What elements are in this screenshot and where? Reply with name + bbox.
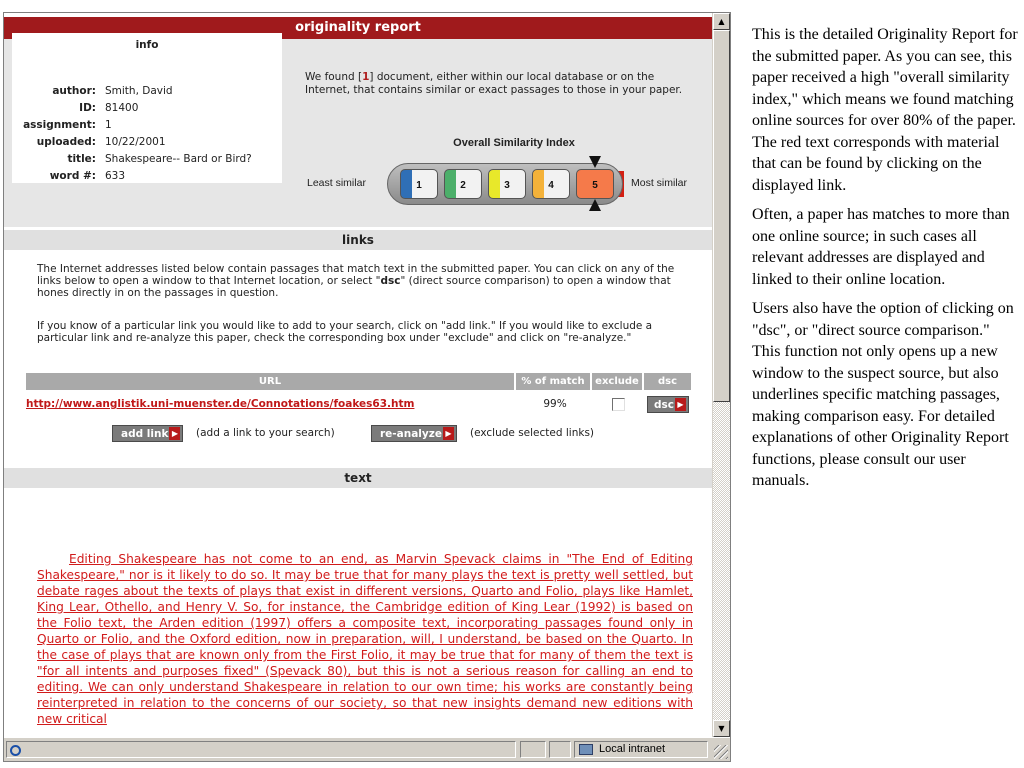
dsc-button[interactable] — [647, 396, 689, 413]
found-pre: We found [ — [305, 71, 363, 83]
col-header-exclude: exclude — [592, 373, 642, 390]
triangle-up-icon: ▲ — [718, 17, 725, 26]
col-header-match: % of match — [516, 373, 590, 390]
status-bar — [4, 737, 730, 761]
info-row-id — [4, 102, 704, 119]
play-arrow-icon: ▶ — [169, 427, 180, 440]
links-instructions-dsc: dsc — [380, 275, 401, 287]
text-heading: text — [4, 468, 712, 488]
report-viewport — [4, 13, 712, 737]
reanalyze-button[interactable] — [371, 425, 457, 442]
add-link-button[interactable] — [112, 425, 183, 442]
info-value: 81400 — [105, 102, 139, 114]
reanalyze-note: (exclude selected links) — [470, 427, 595, 439]
info-value: 633 — [105, 170, 126, 182]
submitted-text[interactable] — [37, 551, 693, 727]
report-title: originality report — [4, 17, 712, 39]
info-label: assignment: — [23, 119, 96, 131]
match-percent: 99% — [543, 398, 567, 410]
play-arrow-icon: ▶ — [675, 398, 686, 411]
intranet-icon — [579, 744, 593, 755]
dsc-button-label: dsc — [654, 399, 674, 411]
similarity-index-title: Overall Similarity Index — [453, 137, 575, 149]
play-arrow-icon: ▶ — [443, 427, 454, 440]
similarity-segment-4: 4 — [532, 169, 570, 199]
info-row-assignment — [4, 119, 704, 136]
info-row-uploaded — [4, 136, 704, 153]
reanalyze-label: re-analyze — [380, 428, 442, 440]
status-main — [6, 741, 516, 758]
similarity-pointer-top — [589, 156, 601, 168]
col-header-url: URL — [26, 373, 514, 390]
scroll-down-button[interactable] — [713, 720, 730, 737]
similarity-segment-2: 2 — [444, 169, 482, 199]
similarity-segment-5: 5 — [576, 169, 614, 199]
add-exclude-instructions: If you know of a particular link you would like to add to your search, click on "add link." If you would like to exclude a particular link and re-analyze this paper, check the corresponding box under "exclude" and click on "re-analyze." — [37, 320, 653, 344]
status-cell — [549, 741, 571, 758]
links-instructions — [37, 263, 699, 299]
least-similar-label: Least similar — [307, 177, 366, 189]
most-similar-label: Most similar — [631, 177, 688, 189]
info-label: word #: — [49, 170, 96, 182]
internet-explorer-icon — [10, 745, 21, 756]
add-link-note: (add a link to your search) — [196, 427, 335, 439]
info-label: uploaded: — [36, 136, 96, 148]
info-value: 1 — [105, 119, 112, 131]
similarity-segment-3: 3 — [488, 169, 526, 199]
table-row — [26, 394, 691, 414]
match-url-link[interactable]: http://www.anglistik.uni-muenster.de/Connotations/foakes63.htm — [26, 398, 415, 410]
browser-window — [3, 12, 731, 762]
info-value: Smith, David — [105, 85, 173, 97]
submitted-text-body: Editing Shakespeare has not come to an end, as Marvin Spevack claims in "The End of Editing Shakespeare," nor is it likely to do so. It may be true that for many plays the text is pretty well settled, but debate rages about the texts of plays that exist in different versions, Quarto and Folio, plays like Hamlet, King Lear, Othello, and Henry V. So, for instance, the Cambridge edition of King Lear (1992) is based on the Folio text, the Arden edition (1997) offers a composite text, incorporating passages found only in Quarto or Folio, and the Oxford edition, now in preparation, will, I understand, be based on the Quarto. In the case of plays that are known only from the First Folio, it may be true that for many of them the text is "for all intents and purposes fixed" (Spevack 80), but this is not a serious reason for calling an end to editing. We can only understand Shakespeare in relation to our own time; his works are constantly being reinterpreted in relation to the concerns of our society, so that new insights demand new editions with new critical — [37, 552, 693, 726]
links-heading: links — [4, 230, 712, 250]
explanation-paragraph: Users also have the option of clicking on "dsc", or "direct source comparison." This function not only opens up a new window to the suspect source, but also underlines specific matching passages, making comparison easy. For detailed explanations of other Originality Report functions, please consult our user manuals. — [752, 300, 1014, 489]
similarity-segment-1: 1 — [400, 169, 438, 199]
found-post: ] document, either within our local database or on the Internet, that contains similar or exact passages to those in your paper. — [305, 71, 683, 96]
links-instructions-post: " (direct source comparison) to open a window that hones directly in on the passages in question. — [37, 275, 671, 299]
col-header-dsc: dsc — [644, 373, 691, 390]
info-label: title: — [67, 153, 96, 165]
add-link-label: add link — [121, 428, 169, 440]
info-heading: info — [135, 39, 159, 51]
explanation-paragraph: This is the detailed Originality Report for the submitted paper. As you can see, this paper received a high "overall similarity index," which means we found matching online sources for over 80% of the paper. The red text corresponds with material that can be found by clicking on the displayed link. — [752, 26, 1018, 194]
found-count[interactable]: 1 — [362, 71, 370, 83]
vertical-scrollbar[interactable] — [712, 13, 730, 737]
scroll-thumb[interactable] — [713, 30, 730, 402]
links-instructions-pre: The Internet addresses listed below contain passages that match text in the submitted paper. You can click on any of the links below to open a window to that Internet location, or select " — [37, 263, 675, 287]
info-value: 10/22/2001 — [105, 136, 166, 148]
explanation-paragraph: Often, a paper has matches to more than one online source; in such cases all relevant addresses are displayed and linked to their online location. — [752, 206, 1010, 288]
security-zone[interactable] — [574, 741, 708, 758]
explanation-panel — [752, 24, 1020, 500]
scroll-up-button[interactable] — [713, 13, 730, 30]
exclude-checkbox[interactable] — [612, 398, 625, 411]
security-zone-label: Local intranet — [599, 743, 666, 755]
similarity-pointer-bottom — [589, 199, 601, 211]
info-label: author: — [52, 85, 96, 97]
info-value: Shakespeare-- Bard or Bird? — [105, 153, 252, 165]
info-label: ID: — [79, 102, 96, 114]
found-summary — [305, 71, 700, 97]
triangle-down-icon: ▼ — [718, 724, 725, 733]
status-cell — [520, 741, 546, 758]
resize-grip-icon[interactable] — [714, 745, 728, 759]
